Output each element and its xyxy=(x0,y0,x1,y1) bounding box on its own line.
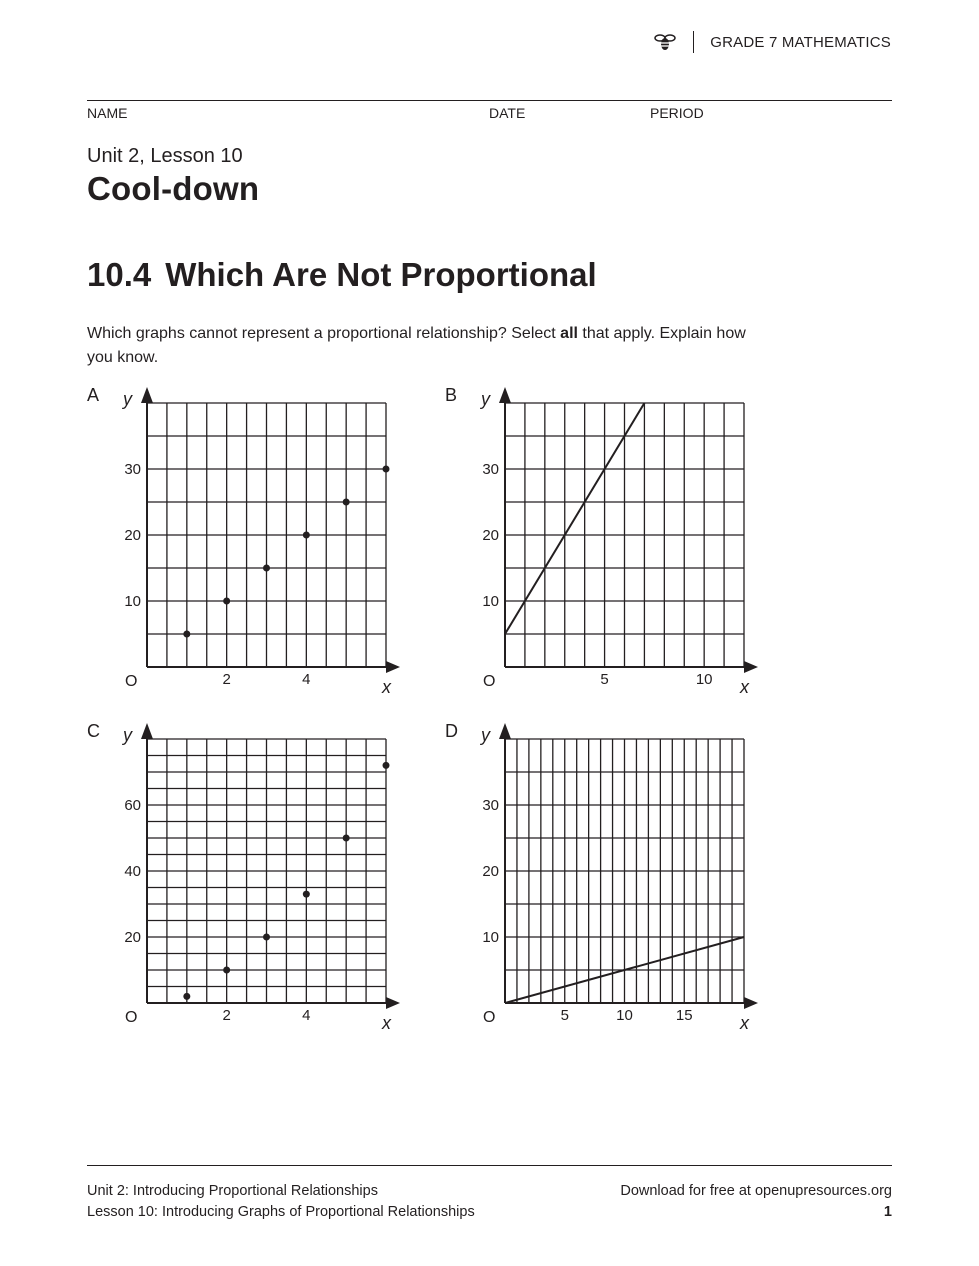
graph-d-y-tick-label: 20 xyxy=(482,863,499,880)
page-title: Cool-down xyxy=(87,170,260,207)
graph-c xyxy=(87,721,391,1051)
graph-b-label: B xyxy=(445,385,458,405)
activity-heading xyxy=(87,256,597,294)
graph-d-x-tick-label: 15 xyxy=(675,1007,693,1024)
graph-b-x-tick-label: 5 xyxy=(600,671,609,688)
graph-c-data-point xyxy=(383,762,390,769)
graph-b-x-arrow xyxy=(744,661,758,673)
graph-b-origin-label: O xyxy=(483,673,496,690)
prompt-text-end: that apply. Explain how you know. xyxy=(87,325,746,366)
graph-a-data-point xyxy=(343,499,350,506)
graph-d-label: D xyxy=(445,721,458,741)
graph-c-y-arrow xyxy=(141,723,153,739)
graph-a-data-point xyxy=(383,466,390,473)
graph-b-x-tick-label: 10 xyxy=(695,671,713,688)
graph-a-origin-label: O xyxy=(125,673,138,690)
page-header xyxy=(653,30,891,54)
graph-b-y-tick-label: 10 xyxy=(482,593,499,610)
grade-title: GRADE 7 MATHEMATICS xyxy=(710,33,891,51)
footer-rule xyxy=(87,1165,892,1166)
graph-a-y-tick-label: 30 xyxy=(124,461,141,478)
name-rule xyxy=(87,100,892,101)
graph-d-x-tick-label: 10 xyxy=(616,1007,633,1024)
graph-d-x-tick-label: 5 xyxy=(560,1007,569,1024)
graph-c-data-point xyxy=(303,891,310,898)
graph-a-data-point xyxy=(223,598,230,605)
graph-b-y-arrow xyxy=(499,387,511,403)
graph-c-origin-label: O xyxy=(125,1009,138,1026)
graph-b-y-tick-label: 20 xyxy=(482,527,499,544)
graph-a-data-point xyxy=(263,565,270,572)
prompt-bold-all: all xyxy=(560,325,578,342)
graph-a-x-arrow xyxy=(386,661,400,673)
header-separator xyxy=(693,31,694,53)
graph-d-y-label: y xyxy=(481,725,490,745)
date-label: DATE xyxy=(489,105,526,121)
graph-d-y-tick-label: 30 xyxy=(482,797,499,814)
graph-b-data-line xyxy=(505,403,644,634)
period-label: PERIOD xyxy=(650,105,704,121)
graph-a-y-arrow xyxy=(141,387,153,403)
graph-a-plot xyxy=(87,385,391,705)
graph-c-label: C xyxy=(87,721,100,741)
graph-d-x-arrow xyxy=(744,997,758,1009)
graph-a xyxy=(87,385,391,715)
graph-d xyxy=(445,721,749,1051)
graph-a-x-tick-label: 4 xyxy=(302,671,311,688)
graph-d-origin-label: O xyxy=(483,1009,496,1026)
graph-b-x-label: x xyxy=(740,677,749,697)
graph-a-x-tick-label: 2 xyxy=(222,671,231,688)
graph-c-y-tick-label: 40 xyxy=(124,863,141,880)
graph-b xyxy=(445,385,749,715)
graph-d-plot xyxy=(445,721,749,1041)
graph-c-x-arrow xyxy=(386,997,400,1009)
name-label: NAME xyxy=(87,105,128,121)
graph-a-data-point xyxy=(303,532,310,539)
graph-a-y-tick-label: 20 xyxy=(124,527,141,544)
graph-c-y-label: y xyxy=(123,725,132,745)
graph-c-x-tick-label: 2 xyxy=(222,1007,231,1024)
bee-logo-icon xyxy=(653,30,677,54)
footer-download-link[interactable]: Download for free at openupresources.org xyxy=(620,1183,892,1199)
graph-c-y-tick-label: 60 xyxy=(124,797,141,814)
graph-a-label: A xyxy=(87,385,100,405)
graph-d-x-label: x xyxy=(740,1013,749,1033)
graph-c-plot xyxy=(87,721,391,1041)
footer-unit: Unit 2: Introducing Proportional Relationships xyxy=(87,1183,378,1199)
activity-number: 10.4 xyxy=(87,256,152,293)
graph-c-data-point xyxy=(223,967,230,974)
graph-a-y-label: y xyxy=(123,389,132,409)
graph-d-y-tick-label: 10 xyxy=(482,929,499,946)
graph-c-x-label: x xyxy=(382,1013,391,1033)
activity-prompt xyxy=(87,322,757,370)
footer-lesson: Lesson 10: Introducing Graphs of Proportional Relationships xyxy=(87,1204,475,1220)
graph-b-y-label: y xyxy=(481,389,490,409)
graph-a-data-point xyxy=(183,631,190,638)
graph-c-data-point xyxy=(263,934,270,941)
graph-d-y-arrow xyxy=(499,723,511,739)
activity-title: Which Are Not Proportional xyxy=(165,256,597,293)
graph-c-data-point xyxy=(343,835,350,842)
graph-c-data-point xyxy=(183,993,190,1000)
prompt-text-start: Which graphs cannot represent a proportional relationship? Select xyxy=(87,325,561,342)
graph-b-plot xyxy=(445,385,749,705)
graph-c-x-tick-label: 4 xyxy=(302,1007,311,1024)
page-number: 1 xyxy=(883,1204,892,1220)
unit-lesson-heading: Unit 2, Lesson 10 xyxy=(87,145,243,167)
graph-c-y-tick-label: 20 xyxy=(124,929,141,946)
graph-a-y-tick-label: 10 xyxy=(124,593,141,610)
graph-b-y-tick-label: 30 xyxy=(482,461,499,478)
graph-a-x-label: x xyxy=(382,677,391,697)
